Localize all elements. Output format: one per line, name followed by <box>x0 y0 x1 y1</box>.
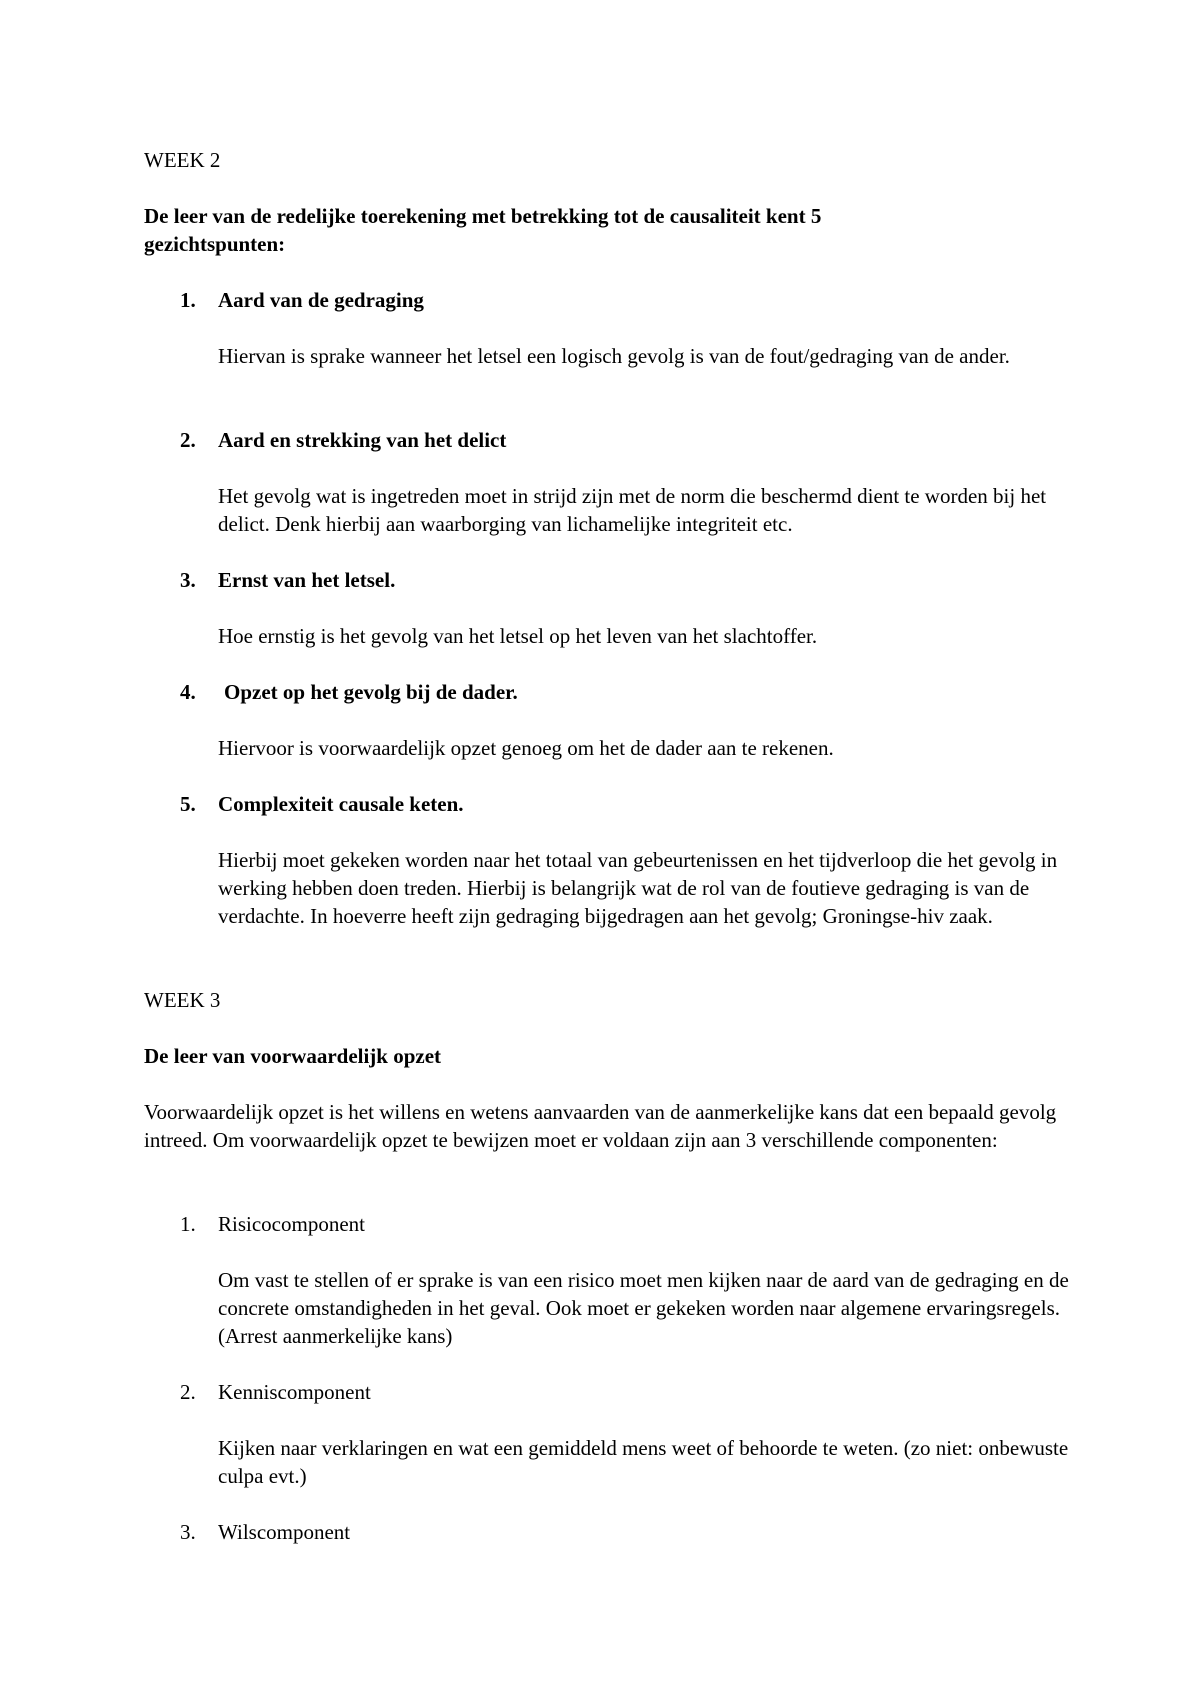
list-number: 2. <box>180 1380 196 1404</box>
list-number: 1. <box>180 1212 196 1236</box>
week3-item-2-body: Kijken naar verklaringen en wat een gemiddeld mens weet of behoorde te weten. (zo niet: onbewuste culpa evt.) <box>218 1436 1069 1488</box>
list-item-title: Complexiteit causale keten. <box>218 792 464 816</box>
list-item-title: Opzet op het gevolg bij de dader. <box>224 680 518 704</box>
list-number: 2. <box>180 428 196 452</box>
week3-subheading: De leer van voorwaardelijk opzet <box>144 1044 442 1068</box>
week3-item-1-body: Om vast te stellen of er sprake is van een risico moet men kijken naar de aard van de gedraging en de concrete omstandigheden in het geval. Ook moet er gekeken worden naar algemene ervaringsregels. (Arrest aanmerkelijke kans) <box>218 1268 1069 1348</box>
list-item-title: Aard van de gedraging <box>218 288 424 312</box>
week3-intro: Voorwaardelijk opzet is het willens en wetens aanvaarden van de aanmerkelijke kans dat een bepaald gevolg intreed. Om voorwaardelijk opzet te bewijzen moet er voldaan zijn aan 3 verschillende componenten: <box>144 1100 1057 1152</box>
list-item-title: Kenniscomponent <box>218 1380 371 1404</box>
list-number: 1. <box>180 288 196 312</box>
week2-intro: De leer van de redelijke toerekening met betrekking tot de causaliteit kent 5 gezichtspunten: <box>144 204 822 256</box>
week2-item-2-body: Het gevolg wat is ingetreden moet in strijd zijn met de norm die beschermd dient te worden bij het delict. Denk hierbij aan waarborging van lichamelijke integriteit etc. <box>218 484 1047 536</box>
week2-heading: WEEK 2 <box>144 148 221 172</box>
list-number: 3. <box>180 568 196 592</box>
week2-item-4-body: Hiervoor is voorwaardelijk opzet genoeg om het de dader aan te rekenen. <box>218 736 834 760</box>
list-item-title: Risicocomponent <box>218 1212 365 1236</box>
week3-heading: WEEK 3 <box>144 988 221 1012</box>
list-number: 3. <box>180 1520 196 1544</box>
list-item-title: Aard en strekking van het delict <box>218 428 507 452</box>
week2-item-3-body: Hoe ernstig is het gevolg van het letsel op het leven van het slachtoffer. <box>218 624 818 648</box>
list-item-title: Ernst van het letsel. <box>218 568 396 592</box>
list-number: 4. <box>180 680 196 704</box>
week2-item-1-body: Hiervan is sprake wanneer het letsel een logisch gevolg is van de fout/gedraging van de ander. <box>218 344 1010 368</box>
list-number: 5. <box>180 792 196 816</box>
week2-item-5-body: Hierbij moet gekeken worden naar het totaal van gebeurtenissen en het tijdverloop die het gevolg in werking hebben doen treden. Hierbij is belangrijk wat de rol van de foutieve gedraging is van de verdachte. In hoeverre heeft zijn gedraging bijgedragen aan het gevolg; Groningse-hiv zaak. <box>218 848 1058 928</box>
list-item-title: Wilscomponent <box>218 1520 351 1544</box>
